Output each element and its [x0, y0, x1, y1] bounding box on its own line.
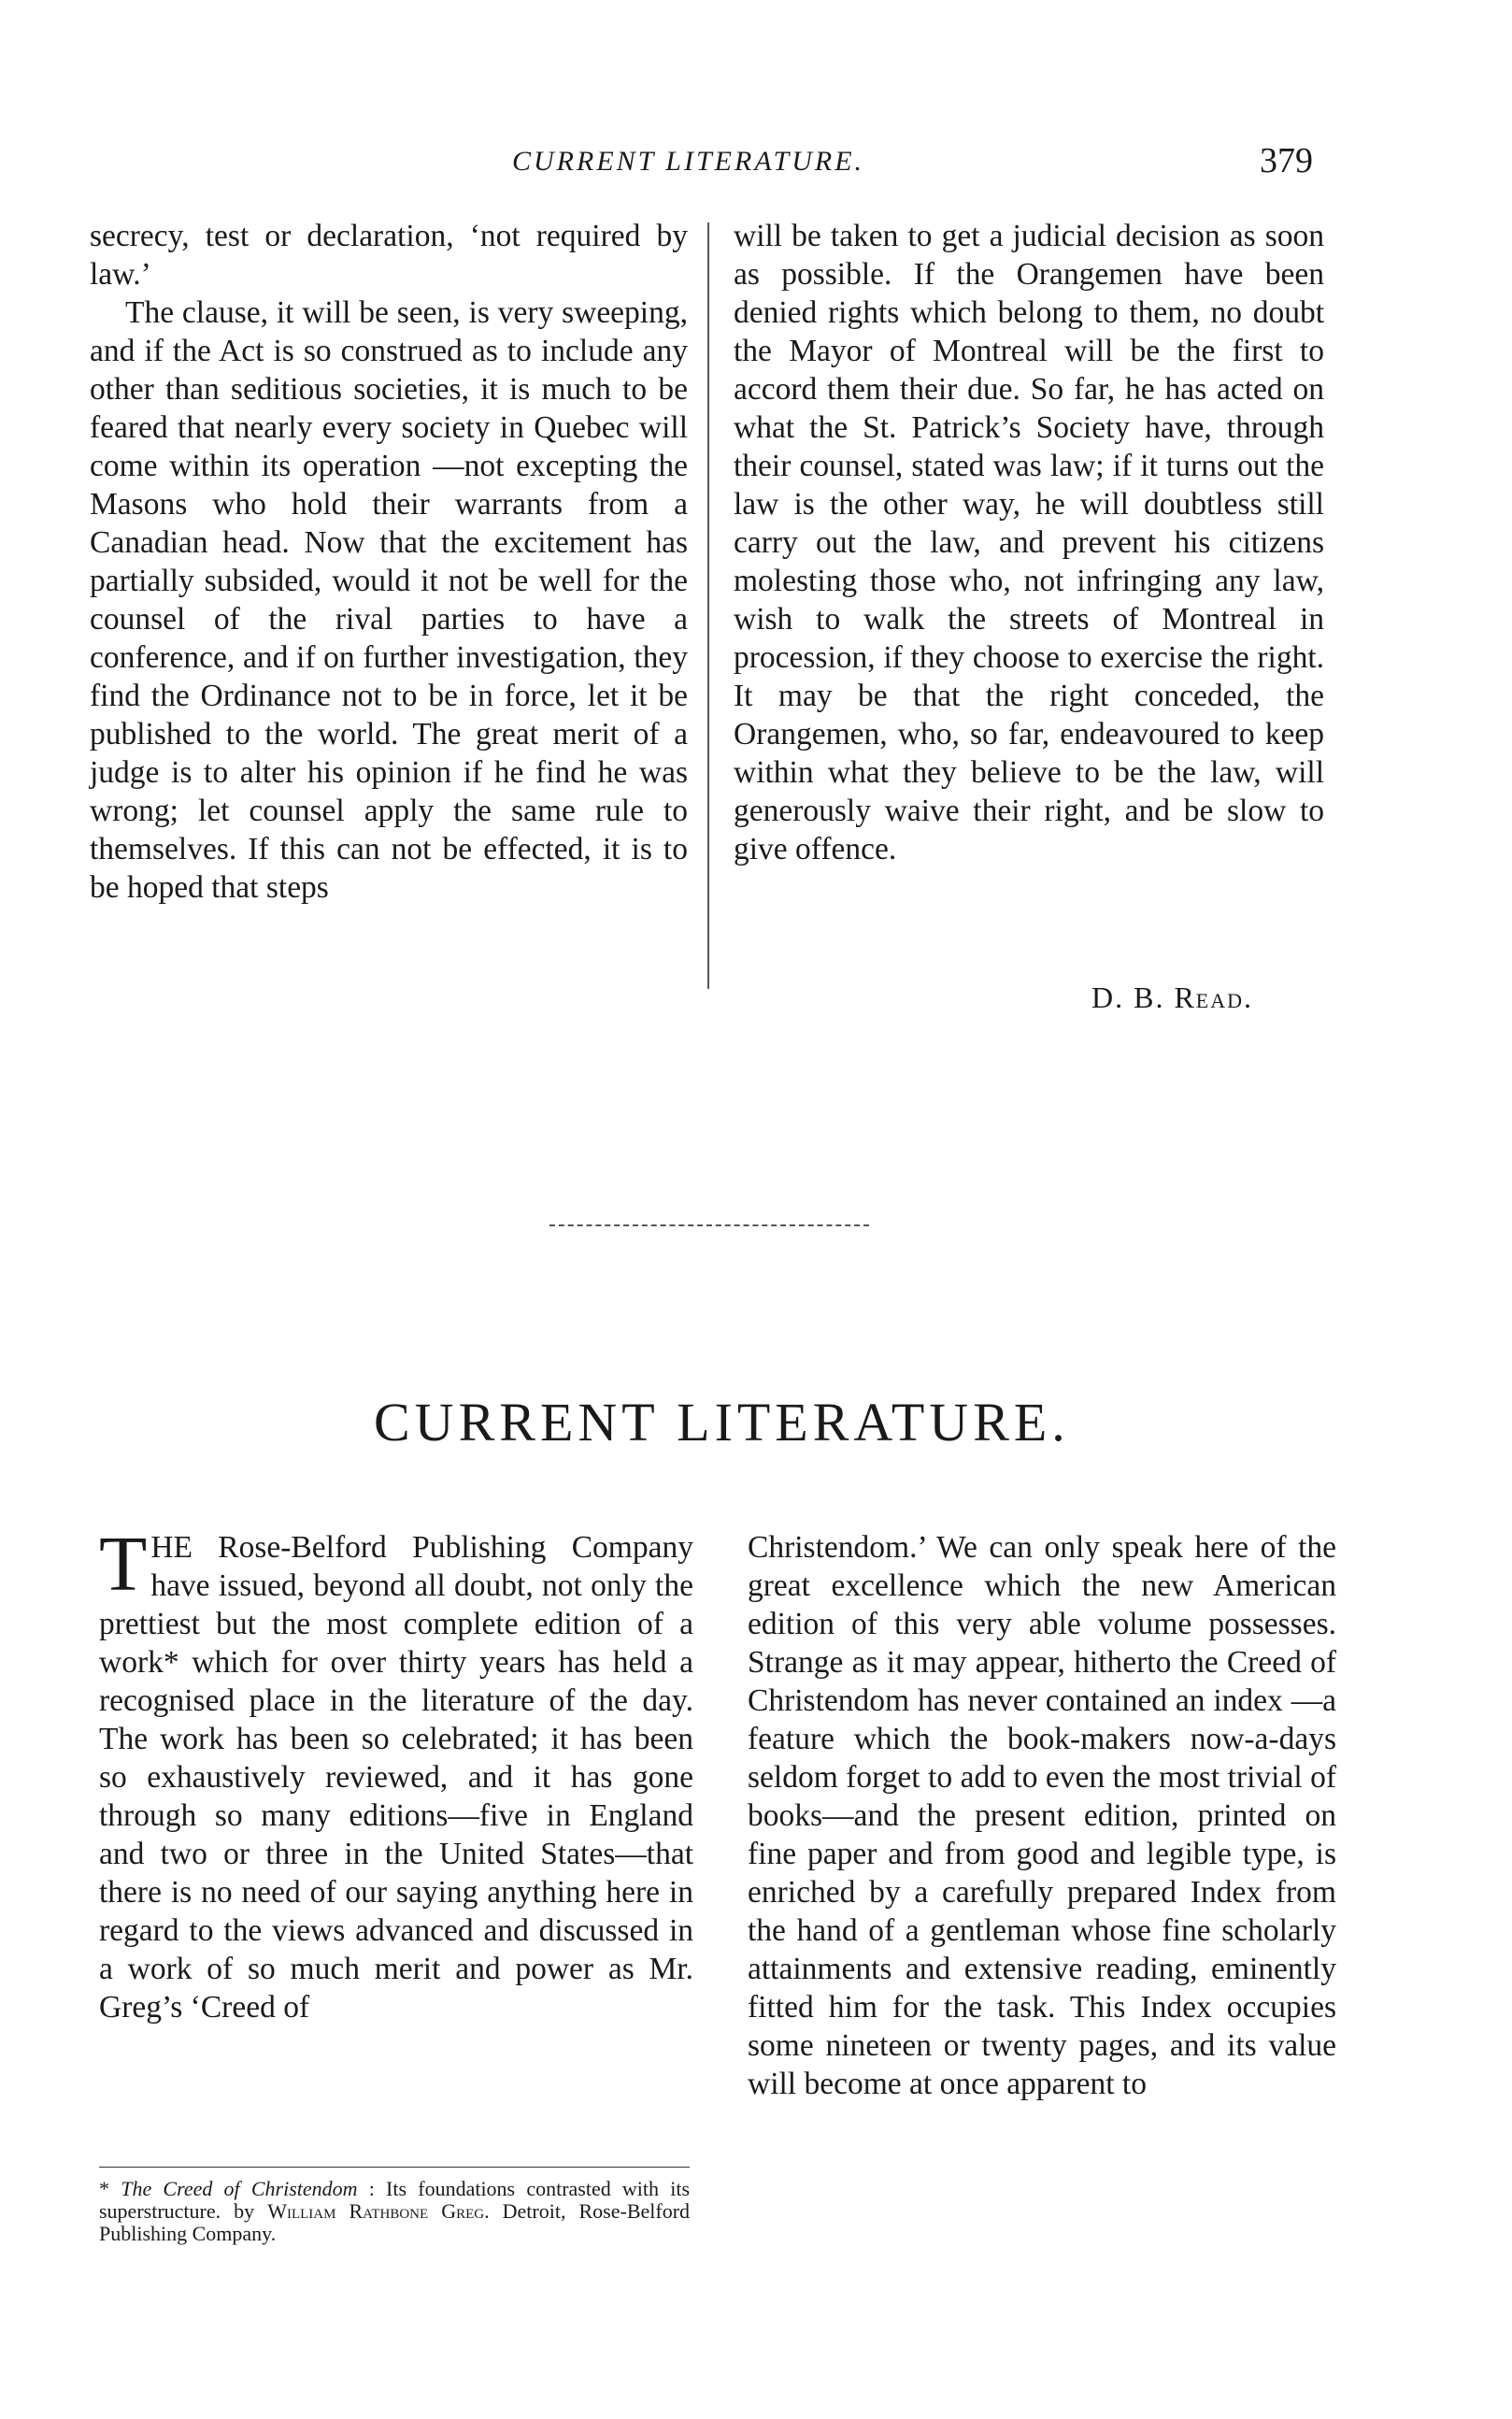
- footnote-marker: *: [99, 2177, 109, 2200]
- bottom-right-column: [748, 1528, 1336, 2103]
- top-left-column: [90, 217, 688, 907]
- footnote-publisher: Detroit, Rose-Belford Publishing Company.: [99, 2199, 691, 2245]
- section-title: CURRENT LITERATURE.: [374, 1392, 1070, 1453]
- footnote-work-title: The Creed of Christendom: [121, 2177, 358, 2200]
- author-signature: D. B. Read.: [1091, 980, 1254, 1014]
- paragraph: secrecy, test or declaration, ‘not required by law.’: [90, 219, 688, 292]
- running-title: CURRENT LITERATURE.: [512, 146, 865, 177]
- footnote-text: : Its foundations contrasted with its superstructure. by: [99, 2177, 691, 2223]
- page-number: 379: [1260, 141, 1313, 180]
- footnote-rule: [99, 2167, 690, 2168]
- paragraph: The clause, it will be seen, is very sweeping, and if the Act is so construed as to include any other than seditious societies, it is much to be feared that nearly every society in Quebec will come within its operation —not excepting the Masons who hold their warrants from a Canadian head. Now that the excitement has partially subsided, would it not be well for the counsel of the rival parties to have a conference, and if on further investigation, they find the Ordinance not to be in force, let it be published to the world. The great merit of a judge is to alter his opinion if he find he was wrong; let counsel apply the same rule to themselves. If this can not be effected, it is to be hoped that steps: [90, 295, 688, 905]
- paragraph: [99, 1521, 693, 2026]
- running-head: [0, 140, 1512, 187]
- drop-cap: T: [99, 1521, 148, 1608]
- footnote-author: William Rathbone Greg.: [267, 2199, 490, 2223]
- section-separator: [549, 1224, 869, 1228]
- bottom-left-column: [99, 1521, 693, 2026]
- paragraph: Christendom.’ We can only speak here of the great excellence which the new American edition of this very able volume possesses. Strange as it may appear, hitherto the Creed of Christendom has never contained an index —a feature which the book-makers now-a-days seldom forget to add to even the most trivial of books—and the present edition, printed on fine paper and from good and legible type, is enriched by a carefully prepared Index from the hand of a gentleman whose fine scholarly attainments and extensive reading, eminently fitted him for the task. This Index occupies some nineteen or twenty pages, and its value will become at once apparent to: [748, 1530, 1336, 2101]
- footnote: [99, 2178, 690, 2245]
- paragraph-text: HE Rose-Belford Publishing Company have issued, beyond all doubt, not only the prettiest but the most complete edition of a work* which for over thirty years has held a recognised place in the literature of the day. The work has been so celebrated; it has been so exhaustively reviewed, and it has gone through so many editions—five in England and two or three in the United States—that there is no need of our saying anything here in regard to the views advanced and discussed in a work of so much merit and power as Mr. Greg’s ‘Creed of: [99, 1530, 693, 2025]
- column-divider: [707, 222, 709, 989]
- paragraph: will be taken to get a judicial decision as soon as possible. If the Orangemen have been denied rights which belong to them, no doubt the Mayor of Montreal will be the first to accord them their due. So far, he has acted on what the St. Patrick’s Society have, through their counsel, stated was law; if it turns out the law is the other way, he will doubtless still carry out the law, and prevent his citizens molesting those who, not infringing any law, wish to walk the streets of Montreal in procession, if they choose to exercise the right. It may be that the right conceded, the Orangemen, who, so far, endeavoured to keep within what they believe to be the law, will generously waive their right, and be slow to give offence.: [734, 219, 1324, 866]
- top-right-column: [734, 217, 1324, 868]
